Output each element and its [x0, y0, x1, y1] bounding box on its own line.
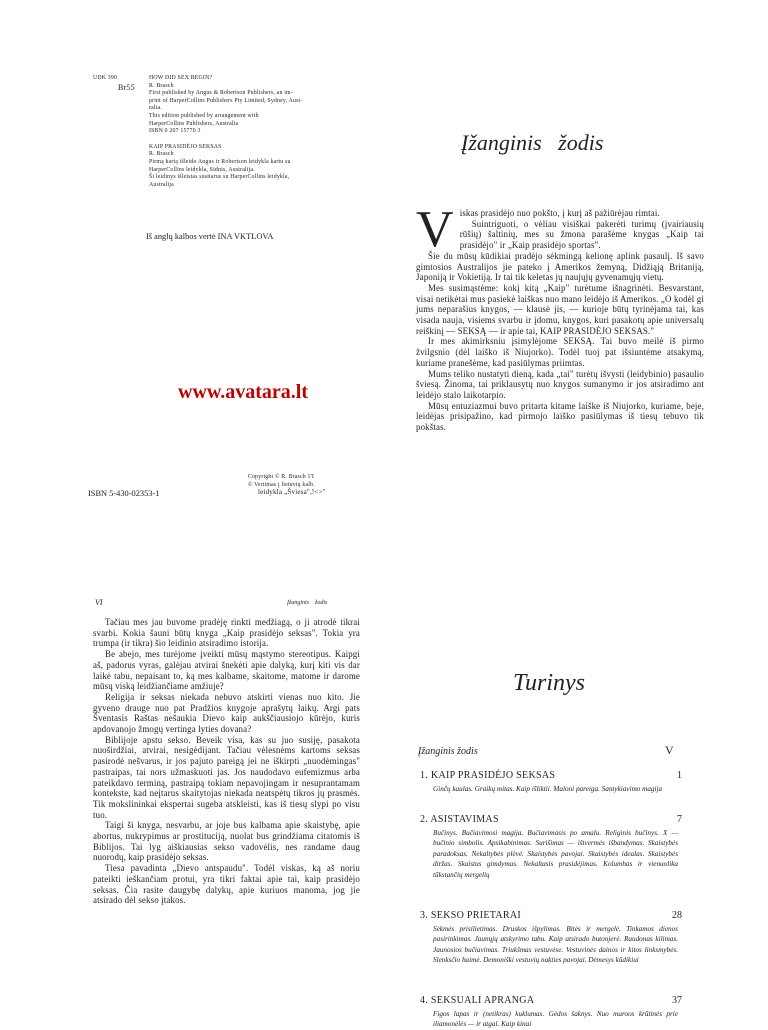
toc-entry[interactable]	[420, 770, 682, 794]
paragraph: Tiesa pavadinta „Dievo antspaudu". Todėl viskas, ką aš noriu pateikti ieškančiam protui, yra tikri faktai apie tai, kaip prasidėjo seksas. Čia rasite daugybę dalykų, apie kuriuos manoma, jog jie atsirado dėl sekso įtakos.	[93, 863, 360, 906]
isbn: ISBN 5-430-02353-1	[88, 489, 160, 498]
original-author: R. Brasch	[149, 82, 174, 89]
toc-number: 3.	[420, 910, 429, 921]
website-link[interactable]: www.avatara.lt	[178, 381, 308, 403]
lt-imprint-line: Pirmą kartą išleido Angus ir Robertson leidykla kartu su	[149, 158, 291, 165]
imprint-line: First published by Angus & Robertson Publishers, an im-	[149, 90, 293, 97]
imprint-line: This edition published by arrangement with	[149, 112, 259, 119]
library-code: Br55	[118, 83, 135, 92]
copyright-line: © Vertimas į lietuvių kalb.	[248, 481, 315, 488]
toc-heading: SEKSUALI APRANGA	[430, 995, 535, 1006]
lithuanian-author: R. Brasch	[149, 151, 174, 158]
toc-intro-page: V	[665, 743, 674, 757]
toc-page-number: 28	[672, 910, 682, 921]
translator-credit: Iš anglų kalbos vertė INA VKTLOVA	[146, 232, 274, 241]
paragraph: Suintriguoti, o vėliau visiškai pakerėti turimų (įvairiausių rūšių) šaltinių, mes su žmona parašėme knygas „Kaip tai prasidėjo" ir „Kaip prasidėjo sportas".	[459, 218, 704, 251]
paragraph: Mes susimąstėme: kokį kitą „Kaip" turėtume išnagrinėti. Besvarstant, visai netikėtai mus pasiekė laiškas nuo mano leidėjo iš Amerikos. „O kodėl gi jums neparašius knygos, — klausė jis, — kurioje būtų tyrinėjama tai, kas visada nauja, visiems svarbu ir įdomu, knygos, kuri pasakotų apie universalų reiškinį — SEKSĄ — ir apie tai, KAIP PRASIDĖJO SEKSAS."	[416, 282, 704, 336]
toc-intro-label[interactable]: Įžanginis žodis	[418, 746, 478, 757]
copyright-line: leidykla „Šviesa",!<>"	[258, 488, 326, 497]
imprint-line: ralia.	[149, 105, 162, 112]
running-head: Įžanginis žodis	[287, 600, 328, 606]
paragraph: iskas prasidėjo nuo pokšto, į kurį aš pažiūrėjau rimtai.	[459, 208, 660, 218]
imprint-line: print of HarperCollins Publishers Pty Limited, Sydney, Aust-	[149, 97, 303, 104]
toc-heading: KAIP PRASIDĖJO SEKSAS	[430, 770, 556, 781]
page-vi-text	[93, 617, 360, 906]
imprint-line: HarperCollins Publishers, Australia	[149, 120, 239, 127]
toc-entry[interactable]	[420, 910, 682, 966]
introduction-page	[384, 0, 768, 512]
paragraph: Religija ir seksas niekada nebuvo atskirti vienas nuo kito. Jie gyveno drauge nuo pat Pradžios knygoje aprašytų laikų. Argi pats Šventasis Raštas nešaukia Dievo kaip aukščiausiojo kūrėjo, kuris apdovanojo žmogų vertinga lyties dovana?	[93, 691, 360, 735]
paragraph: Mūsų entuziazmui buvo pritarta kitame laiške iš Niujorko, kuriame, beje, leidėjas prisipažino, kad pirmojo laiško pasiūlymas iš tiesų tebuvo tik pokštas.	[416, 400, 704, 433]
toc-entry[interactable]	[420, 995, 682, 1030]
toc-page-number: 7	[677, 814, 682, 825]
original-title: HOW DID SEX BEGIN?	[149, 75, 213, 81]
toc-title: Turinys	[513, 670, 586, 696]
paragraph: Mums teliko nustatyti dieną, kada „tai" turėtų išvysti (leidybinio) pasaulio šviesą. Žinoma, tai priklausytų nuo knygos sumanymo ir jos atsiradimo ant leidėjo stalo laikotarpio.	[416, 368, 704, 400]
paragraph: Ir mes akimirksniu įsimylėjome SEKSĄ. Tai buvo meilė iš pirmo žvilgsnio (dėl laiško iš Niujorko). Todėl tuoj pat išsiuntėme atsakymą, kuriame pranešėme, kad pasiūlymas priimtas.	[416, 336, 704, 368]
paragraph: Biblijoje apstu sekso. Beveik visa, kas su juo susiję, pasakota nuoširdžiai, atvirai, nesigėdijant. Tačiau vėlesnėms kartoms seksas pasirodė nešvarus, ir jos pajuto pareigą jei ne iškirpti „nuodėmingas" pastraipas, tai nors užmaskuoti jas. Jos naudodavo eufemizmus arba pateikdavo terminą, pastraipą tokiam nepavojingam ir nesuprantamam kontekste, kad neįtarus skaitytojas niekada neatspėtų tikros jų prasmės. Tik mokslininkai ekspertai sugeba atskleisti, kas iš tiesų slypi po visu tuo.	[93, 734, 360, 820]
paragraph: Be abejo, mes turėjome įveikti mūsų mąstymo stereotipus. Kaipgi aš, padorus vyras, galėjau atvirai šnekėti apie dalyką, kurį kiti vis dar laikė tabu, nepaisant to, ką mes kalbame, skaitome, matome ir darome mūsų viską leidžiančiame amžiuje?	[93, 649, 360, 692]
page-title: Įžanginis žodis	[461, 130, 604, 155]
lt-imprint-line: HarperCollins leidykla, Sidnis, Australija.	[149, 166, 255, 173]
toc-entry[interactable]	[420, 814, 682, 880]
lt-imprint-line: Australija	[149, 181, 174, 188]
page-vi	[0, 512, 384, 1024]
lt-imprint-line: Ši leidinys išleistas susitarus su HarperCollins leidykla,	[149, 174, 290, 181]
lithuanian-title: KAIP PRASIDĖJO SEKSAS	[149, 143, 222, 150]
original-imprint	[149, 75, 349, 189]
copyright-line: Copyright © R. Brasch 1'I	[248, 474, 314, 480]
paragraph: Taigi ši knyga, nesvarbu, ar joje bus kalbama apie skaistybę, apie abortus, nukrypimus ar prostituciją, nuolat bus grindžiama citatomis iš Biblijos. Tai lyg aiškiausias sekso vadovėlis, nes randame daug nuorodų, kaip prasidėjo seksas.	[93, 820, 360, 863]
toc-description: Ginčų kaulas. Graikų mitas. Kaip išliktii. Maloni pareiga. Santykiavimo magija	[433, 785, 663, 793]
paragraph: Tačiau mes jau buvome pradėję rinkti medžiagą, o ji atrodė tikrai svarbi. Kokia šauni būtų knyga „Kaip prasidėjo seksas". Tokia yra trumpa (ir tikra) šio leidinio atsiradimo istorija.	[93, 617, 360, 649]
toc-number: 4.	[420, 995, 429, 1006]
toc-heading: SEKSO PRIETARAI	[430, 910, 522, 921]
drop-cap: V	[416, 201, 454, 258]
page-folio: VI	[95, 598, 103, 607]
paragraph: Šie du mūsų kūdikiai pradėjo sėkmingą kelionę aplink pasaulį. Iš savo gimtosios Australijos jie pateko į Amerikos žemyną, Didžiąją Britaniją, Japoniją ir Vokietiją. Ir tai tik keletas jų naujųjų gyvenamųjų vietų.	[416, 250, 704, 283]
copyright-page	[0, 0, 384, 512]
toc-number: 2.	[420, 814, 429, 825]
toc-description: Bučinys. Bučiavimosi magija. Bučiavimasis po amalu. Religinis bučinys. X — bučinio simbolis. Apsikabinimas. Surišimas — ištvermės išbandymas. Skaistybės paradoksas. Nekaltybės plėvė. Skaistybės pavojai. Skaistybės idealas. Skaistybės diržas. Skaistus gimdymas. Nekaltasis prasidėjimas. Kolumbas ir vienuolika tūkstančių mergelių	[433, 829, 678, 879]
toc-page-number: 1	[677, 770, 682, 781]
toc-number: 1.	[420, 770, 429, 781]
original-isbn: ISBN 0 207 15770 3	[149, 128, 201, 135]
intro-text	[416, 201, 704, 433]
udk-code: UDK 390	[93, 75, 118, 81]
toc-description: Figos lapas ir (netikras) kuklumas. Gėdos šaknys. Nuo maroos krūtinės prie iliamonėlės — ir atgal. Kaip kinai	[433, 1010, 678, 1029]
copyright-notice	[248, 474, 378, 497]
toc-heading: ASISTAVIMAS	[430, 814, 499, 825]
toc-page-number: 37	[672, 995, 682, 1006]
toc-description: Sėkmės prisilietimas. Druskos išpylimas. Bitės ir mergelė. Tinkamos dienos pasirinkimas. Jaunųjų atskyrimo tabu. Kaip atsirado butonjerė. Raudonas kilimas. Jaunosios bučiavimas. Triukšmas vestuvėse. Vestuvinės dainos ir kitos linksmybės. Slenksčio baimė. Demoniški vestuvių nakties pavojai. Dėmesys kūdikiui	[433, 925, 678, 965]
